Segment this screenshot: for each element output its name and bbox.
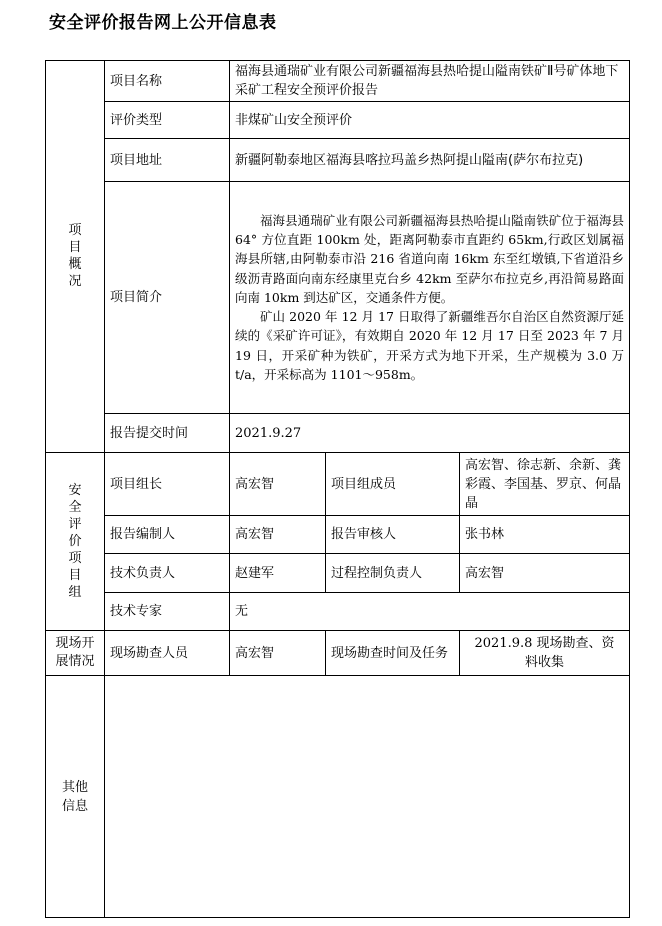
reviewer-value: 张书林 [460, 516, 630, 554]
section-overview [46, 61, 105, 453]
address-value: 新疆阿勒泰地区福海县喀拉玛盖乡热阿提山隘南(萨尔布拉克) [230, 139, 630, 182]
row-author [46, 516, 630, 554]
surveyor-label: 现场勘查人员 [105, 631, 230, 676]
section-site [46, 631, 105, 676]
row-site [46, 631, 630, 676]
author-label: 报告编制人 [105, 516, 230, 554]
other-content [105, 676, 630, 918]
address-label: 项目地址 [105, 139, 230, 182]
intro-value [230, 182, 630, 414]
row-expert [46, 593, 630, 631]
tech-lead-label: 技术负责人 [105, 554, 230, 593]
tech-lead-value: 赵建军 [230, 554, 326, 593]
intro-paragraph-2: 矿山 2020 年 12 月 17 日取得了新疆维吾尔自治区自然资源厅延续的《采矿许可证》，有效期自 2020 年 12 月 17 日至 2023 年 7 月 19 日，开采矿种为铁矿，开采方式为地下开采，生产规模为 3.0 万 t/a，开采标高为 1101～958m。 [235, 309, 625, 383]
section-other-label: 其他信息 [61, 779, 88, 814]
leader-label: 项目组长 [105, 453, 230, 516]
members-label: 项目组成员 [326, 453, 460, 516]
row-leader [46, 453, 630, 516]
eval-type-value: 非煤矿山安全预评价 [230, 102, 630, 139]
reviewer-label: 报告审核人 [326, 516, 460, 554]
row-tech-lead [46, 554, 630, 593]
intro-label: 项目简介 [105, 182, 230, 414]
expert-label: 技术专家 [105, 593, 230, 631]
process-control-label: 过程控制负责人 [326, 554, 460, 593]
eval-type-label: 评价类型 [105, 102, 230, 139]
page-title: 安全评价报告网上公开信息表 [49, 13, 277, 33]
row-submit-time [46, 414, 630, 453]
row-address [46, 139, 630, 182]
project-name-value: 福海县通瑞矿业有限公司新疆福海县热哈提山隘南铁矿Ⅱ号矿体地下采矿工程安全预评价报告 [230, 61, 630, 102]
time-task-label: 现场勘查时间及任务 [326, 631, 460, 676]
submit-time-value: 2021.9.27 [230, 414, 630, 453]
time-task-value: 2021.9.8 现场勘查、资料收集 [460, 631, 630, 676]
section-other [46, 676, 105, 918]
row-project-name [46, 61, 630, 102]
row-eval-type [46, 102, 630, 139]
intro-paragraph-1: 福海县通瑞矿业有限公司新疆福海县热哈提山隘南铁矿位于福海县 64° 方位直距 100km 处，距离阿勒泰市直距约 65km,行政区划属福海县所辖,由阿勒泰市沿 216 省道向南 16km 东至红墩镇,下省道沿乡级沥青路面向南东经康里克台乡 42km 至萨尔布拉克乡,再沿简易路面向南 10km 到达矿区，交通条件方便。 [235, 212, 625, 305]
members-value: 高宏智、徐志新、余新、龚彩霞、李国基、罗京、何晶晶 [460, 453, 630, 516]
info-table [45, 60, 630, 918]
row-other [46, 676, 630, 918]
author-value: 高宏智 [230, 516, 326, 554]
row-intro [46, 182, 630, 414]
project-name-label: 项目名称 [105, 61, 230, 102]
process-control-value: 高宏智 [460, 554, 630, 593]
leader-value: 高宏智 [230, 453, 326, 516]
section-team-label: 安全评价项目组 [68, 482, 82, 600]
surveyor-value: 高宏智 [230, 631, 326, 676]
expert-value: 无 [230, 593, 630, 631]
section-site-label: 现场开展情况 [55, 636, 95, 669]
section-overview-label: 项目概况 [68, 223, 82, 289]
section-team [46, 453, 105, 631]
submit-time-label: 报告提交时间 [105, 414, 230, 453]
